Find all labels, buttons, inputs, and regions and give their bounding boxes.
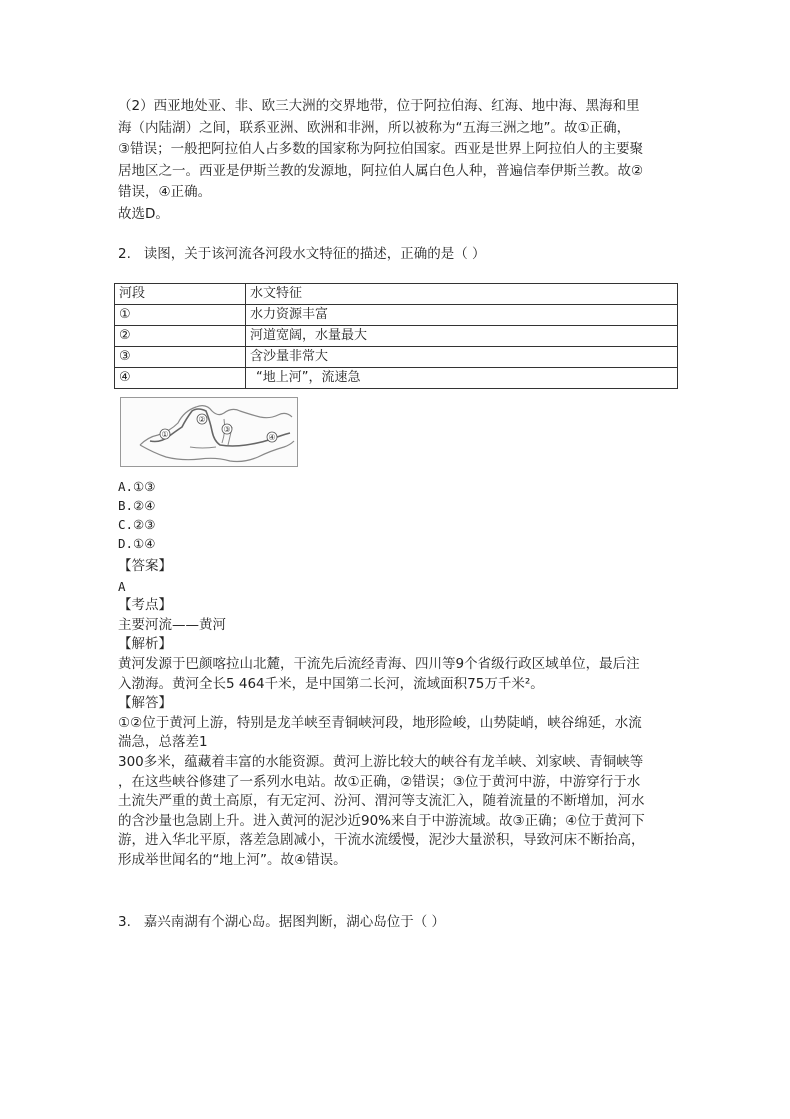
jieda-heading: 【解答】 xyxy=(118,695,172,712)
map-label-2 xyxy=(197,414,207,424)
hydrology-table xyxy=(114,283,678,389)
jieda-line: 形成举世闻名的“地上河”。故④错误。 xyxy=(118,851,347,868)
jieda-line: ①②位于黄河上游，特别是龙羊峡至青铜峡河段，地形险峻，山势陡峭，峡谷绵延，水流 xyxy=(118,714,642,731)
table-cell-feature: 含沙量非常大 xyxy=(246,347,678,368)
option-a[interactable]: A.①③ xyxy=(118,479,156,494)
jiexi-line: 黄河发源于巴颜喀拉山北麓，干流先后流经青海、四川等9个省级行政区域单位，最后注 xyxy=(118,655,640,672)
intro-line: 居地区之一。西亚是伊斯兰教的发源地，阿拉伯人属白色人种，普遍信奉伊斯兰教。故② xyxy=(118,162,644,179)
table-header-row xyxy=(115,284,678,305)
question-2-stem xyxy=(118,244,678,264)
map-label-text: ② xyxy=(198,415,206,424)
jieda-line: 土流失严重的黄土高原，有无定河、汾河、渭河等支流汇入，随着流量的不断增加，河水 xyxy=(118,793,645,810)
kaodian-heading: 【考点】 xyxy=(118,597,172,614)
intro-line: （2）西亚地处亚、非、欧三大洲的交界地带，位于阿拉伯海、红海、地中海、黑海和里 xyxy=(118,98,640,114)
table-row xyxy=(115,347,678,368)
jieda-line: 300多米，蕴藏着丰富的水能资源。黄河上游比较大的峡谷有龙羊峡、刘家峡、青铜峡等 xyxy=(118,753,644,770)
map-label-1 xyxy=(160,429,170,439)
answer-heading: 【答案】 xyxy=(118,558,172,574)
table-row xyxy=(115,326,678,347)
map-label-4 xyxy=(267,432,277,442)
answer-value: A xyxy=(118,578,126,594)
intro-line: 错误，④正确。 xyxy=(118,184,212,200)
yellow-river-map xyxy=(120,397,298,467)
answer-section xyxy=(118,557,678,871)
jieda-line: 游，进入华北平原，落差急剧减小，干流水流缓慢，泥沙大量淤积，导致河床不断抬高， xyxy=(118,832,645,849)
jieda-line: 的含沙量也急剧上升。进入黄河的泥沙近90%来自于中游流域。故③正确；④位于黄河下 xyxy=(118,812,645,829)
question-text: 读图，关于该河流各河段水文特征的描述，正确的是（ ） xyxy=(143,246,486,262)
jiexi-line: 入渤海。黄河全长5 464千米，是中国第二长河，流域面积75万千米²。 xyxy=(118,675,544,692)
intro-explanation xyxy=(118,96,678,225)
table-cell-feature: “地上河”，流速急 xyxy=(246,368,678,389)
option-b[interactable]: B.②④ xyxy=(118,498,156,513)
table-cell-segment: ④ xyxy=(115,368,246,389)
option-d[interactable]: D.①④ xyxy=(118,536,156,551)
table-header-feature: 水文特征 xyxy=(246,284,678,305)
table-cell-feature: 河道宽阔，水量最大 xyxy=(246,326,678,347)
table-cell-segment: ③ xyxy=(115,347,246,368)
map-label-text: ④ xyxy=(268,433,276,442)
table-cell-segment: ② xyxy=(115,326,246,347)
kaodian-text: 主要河流——黄河 xyxy=(118,616,226,633)
table-row xyxy=(115,368,678,389)
question-number: 3. xyxy=(118,914,131,930)
intro-conclusion: 故选D。 xyxy=(118,205,169,222)
table-cell-feature: 水力资源丰富 xyxy=(246,305,678,326)
jiexi-heading: 【解析】 xyxy=(118,636,172,653)
jieda-line: ，在这些峡谷修建了一系列水电站。故①正确，②错误；③位于黄河中游，中游穿行于水 xyxy=(118,773,641,790)
question-text: 嘉兴南湖有个湖心岛。据图判断，湖心岛位于（ ） xyxy=(143,914,446,930)
intro-line: ③错误；一般把阿拉伯人占多数的国家称为阿拉伯国家。西亚是世界上阿拉伯人的主要聚 xyxy=(118,141,644,157)
intro-line: 海（内陆湖）之间，联系亚洲、欧洲和非洲，所以被称为“五海三洲之地”。故①正确， xyxy=(118,119,631,136)
question-number: 2. xyxy=(118,246,131,262)
table-row xyxy=(115,305,678,326)
map-label-text: ③ xyxy=(223,425,231,434)
table-cell-segment: ① xyxy=(115,305,246,326)
question-3-stem xyxy=(118,912,678,932)
answer-options xyxy=(118,477,155,553)
option-c[interactable]: C.②③ xyxy=(118,517,156,532)
table-header-segment: 河段 xyxy=(115,284,246,305)
map-label-text: ① xyxy=(161,430,169,439)
map-label-3 xyxy=(222,424,232,434)
jieda-line: 湍急，总落差1 xyxy=(118,734,208,751)
